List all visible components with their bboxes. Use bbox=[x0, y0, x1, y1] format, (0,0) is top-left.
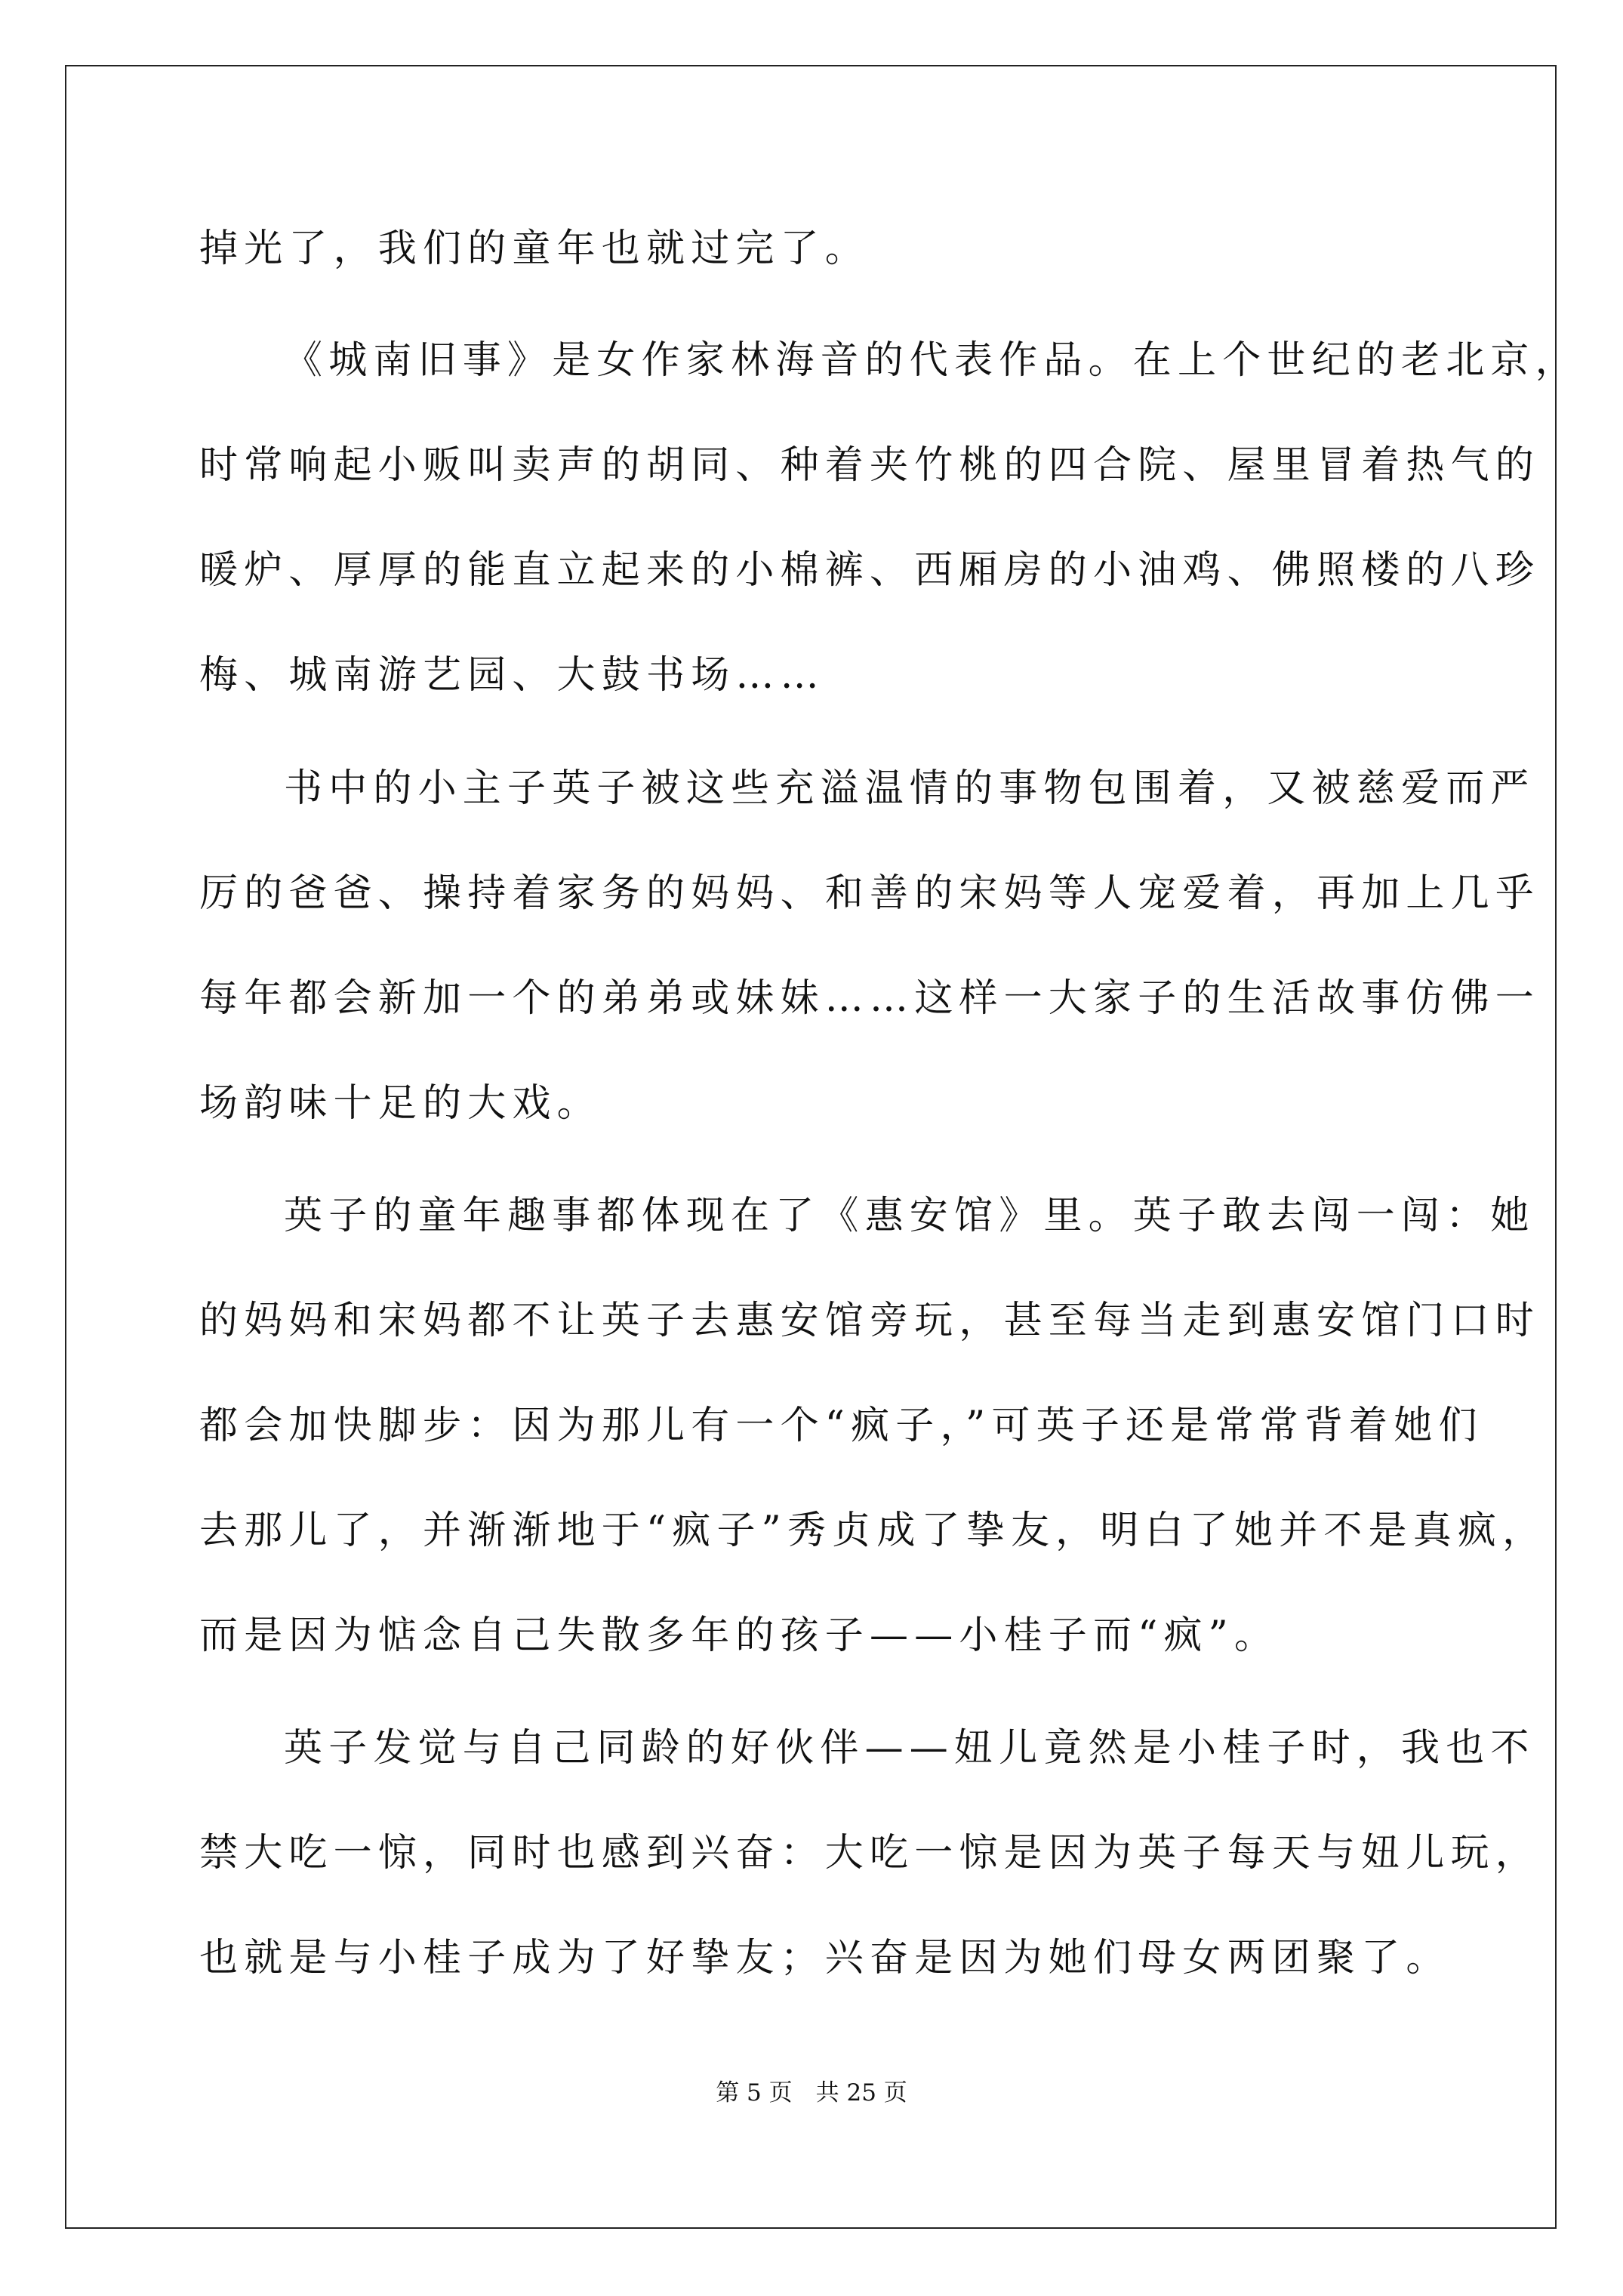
text-line: 都会加快脚步：因为那儿有一个“疯子，”可英子还是常常背着她们 bbox=[199, 1404, 1483, 1448]
text-line: 书中的小主子英子被这些充溢温情的事物包围着，又被慈爱而严 bbox=[284, 766, 1535, 811]
text-line: 的妈妈和宋妈都不让英子去惠安馆旁玩，甚至每当走到惠安馆门口时 bbox=[199, 1299, 1541, 1343]
text-line: 时常响起小贩叫卖声的胡同、种着夹竹桃的四合院、屋里冒着热气的 bbox=[199, 443, 1541, 488]
text-line: 暖炉、厚厚的能直立起来的小棉裤、西厢房的小油鸡、佛照楼的八珍 bbox=[199, 548, 1541, 593]
text-line: 英子发觉与自己同龄的好伙伴——妞儿竟然是小桂子时，我也不 bbox=[284, 1726, 1535, 1771]
text-line: 而是因为惦念自己失散多年的孩子——小桂子而“疯”。 bbox=[199, 1613, 1280, 1658]
page-number-footer: 第 5 页 共 25 页 bbox=[716, 2079, 907, 2106]
text-line: 禁大吃一惊，同时也感到兴奋：大吃一惊是因为英子每天与妞儿玩， bbox=[199, 1831, 1541, 1875]
text-line: 掉光了，我们的童年也就过完了。 bbox=[199, 227, 870, 271]
text-line: 梅、城南游艺园、大鼓书场…… bbox=[199, 653, 825, 698]
text-line: 去那儿了，并渐渐地于“疯子”秀贞成了挚友，明白了她并不是真疯， bbox=[199, 1509, 1548, 1553]
text-line: 《城南旧事》是女作家林海音的代表作品。在上个世纪的老北京， bbox=[284, 338, 1580, 383]
text-line: 每年都会新加一个的弟弟或妹妹……这样一大家子的生活故事仿佛一 bbox=[199, 976, 1541, 1021]
page-border bbox=[65, 65, 1557, 2229]
text-line: 场韵味十足的大戏。 bbox=[199, 1081, 602, 1126]
text-line: 英子的童年趣事都体现在了《惠安馆》里。英子敢去闯一闯：她 bbox=[284, 1194, 1535, 1238]
text-line: 也就是与小桂子成为了好挚友；兴奋是因为她们母女两团聚了。 bbox=[199, 1936, 1451, 1980]
text-line: 厉的爸爸、操持着家务的妈妈、和善的宋妈等人宠爱着，再加上几乎 bbox=[199, 871, 1541, 916]
